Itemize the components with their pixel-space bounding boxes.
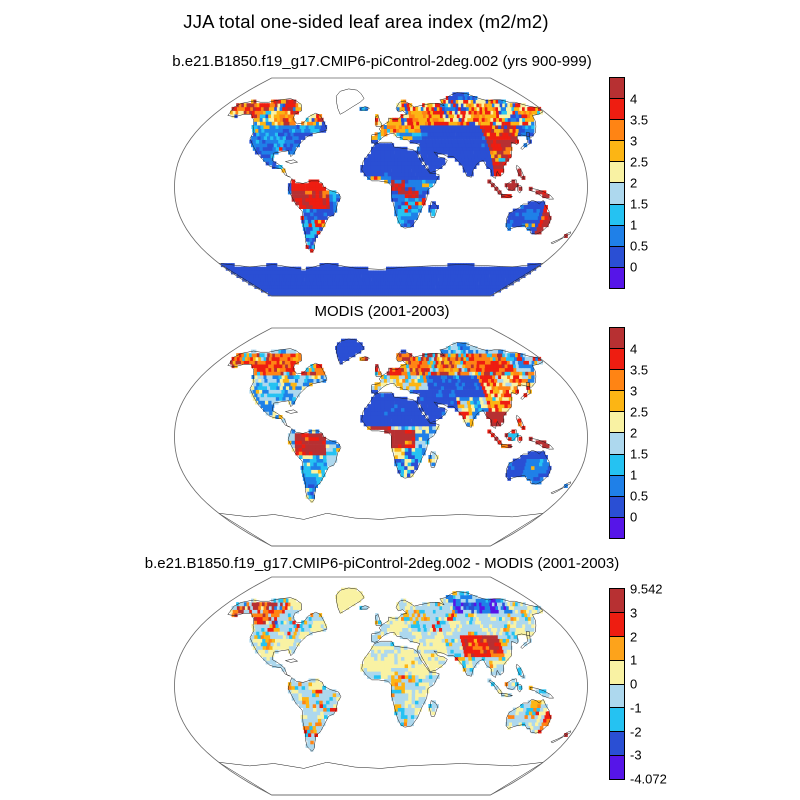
colorbar-tick-label: 3 [630, 133, 638, 149]
colorbar-tick-label: 0.5 [630, 238, 649, 254]
colorbar-segment [610, 636, 624, 660]
colorbar-segment [610, 119, 624, 140]
colorbar-segment [610, 182, 624, 203]
colorbar-tick-label: 1 [630, 217, 638, 233]
colorbar-segment [610, 140, 624, 161]
colorbar-tick-label: -2 [630, 724, 642, 739]
colorbar-tick-label: 2 [630, 629, 638, 644]
colorbar-segment [610, 517, 624, 538]
colorbar-modis [609, 327, 649, 539]
colorbar-segment [610, 204, 624, 225]
colorbar-tick-label: 1.5 [630, 196, 649, 212]
colorbar-tick-label: 4 [630, 91, 638, 107]
colorbar-tick-label: 3 [630, 383, 638, 399]
colorbar-tick-label: 3 [630, 605, 638, 621]
colorbar-difference [609, 581, 667, 787]
colorbar-segment [610, 390, 624, 411]
colorbar-tick-label: 0 [630, 259, 638, 275]
colorbar-segment [610, 612, 624, 636]
colorbar-segment [610, 225, 624, 246]
colorbar-tick-label: 0 [630, 509, 638, 525]
colorbar-segment [610, 348, 624, 369]
colorbar-tick-label: 3.5 [630, 362, 649, 378]
colorbar-segment [610, 660, 624, 684]
world-map-modis [172, 326, 590, 548]
colorbar-tick-label: 2 [630, 425, 638, 441]
colorbar-segment [610, 411, 624, 432]
world-map-model [172, 76, 590, 298]
colorbar-segment [610, 161, 624, 182]
colorbar-tick-label: 1.5 [630, 446, 649, 462]
colorbar-model [609, 77, 649, 289]
colorbar-tick-label: 1 [630, 467, 638, 483]
colorbar-segment [610, 78, 624, 98]
colorbar-tick-label: 2.5 [630, 154, 649, 170]
colorbar-tick-label: 2 [630, 175, 638, 191]
colorbar-segment [610, 328, 624, 348]
colorbar-segment [610, 475, 624, 496]
panel-title-modis: MODIS (2001-2003) [314, 303, 450, 320]
colorbar-segment [610, 267, 624, 288]
colorbar-tick-label: 9.542 [630, 581, 663, 597]
colorbar-tick-label: -1 [630, 700, 642, 716]
colorbar-tick-label: 1 [630, 652, 638, 668]
colorbar-segment [610, 755, 624, 779]
colorbar-segment [610, 731, 624, 755]
world-map-difference [172, 575, 590, 797]
colorbar-segment [610, 432, 624, 453]
colorbar-segment [610, 369, 624, 390]
colorbar-tick-label: 0.5 [630, 488, 649, 504]
colorbar-segment [610, 246, 624, 267]
colorbar-segment [610, 454, 624, 475]
colorbar-tick-label: -3 [630, 747, 642, 763]
colorbar-tick-label: -4.072 [630, 771, 667, 787]
colorbar-segment [610, 589, 624, 612]
colorbar-tick-label: 3.5 [630, 112, 649, 128]
colorbar-segment [610, 684, 624, 708]
panel-title-difference: b.e21.B1850.f19_g17.CMIP6-piControl-2deg.002 - MODIS (2001-2003) [144, 555, 620, 572]
figure-title: JJA total one-sided leaf area index (m2/m2) [183, 11, 549, 32]
colorbar-tick-label: 4 [630, 341, 638, 357]
colorbar-segment [610, 496, 624, 517]
colorbar-tick-label: 0 [630, 676, 638, 692]
colorbar-segment [610, 98, 624, 119]
colorbar-segment [610, 707, 624, 731]
panel-title-model: b.e21.B1850.f19_g17.CMIP6-piControl-2deg.002 (yrs 900-999) [172, 53, 592, 70]
colorbar-tick-label: 2.5 [630, 404, 649, 420]
